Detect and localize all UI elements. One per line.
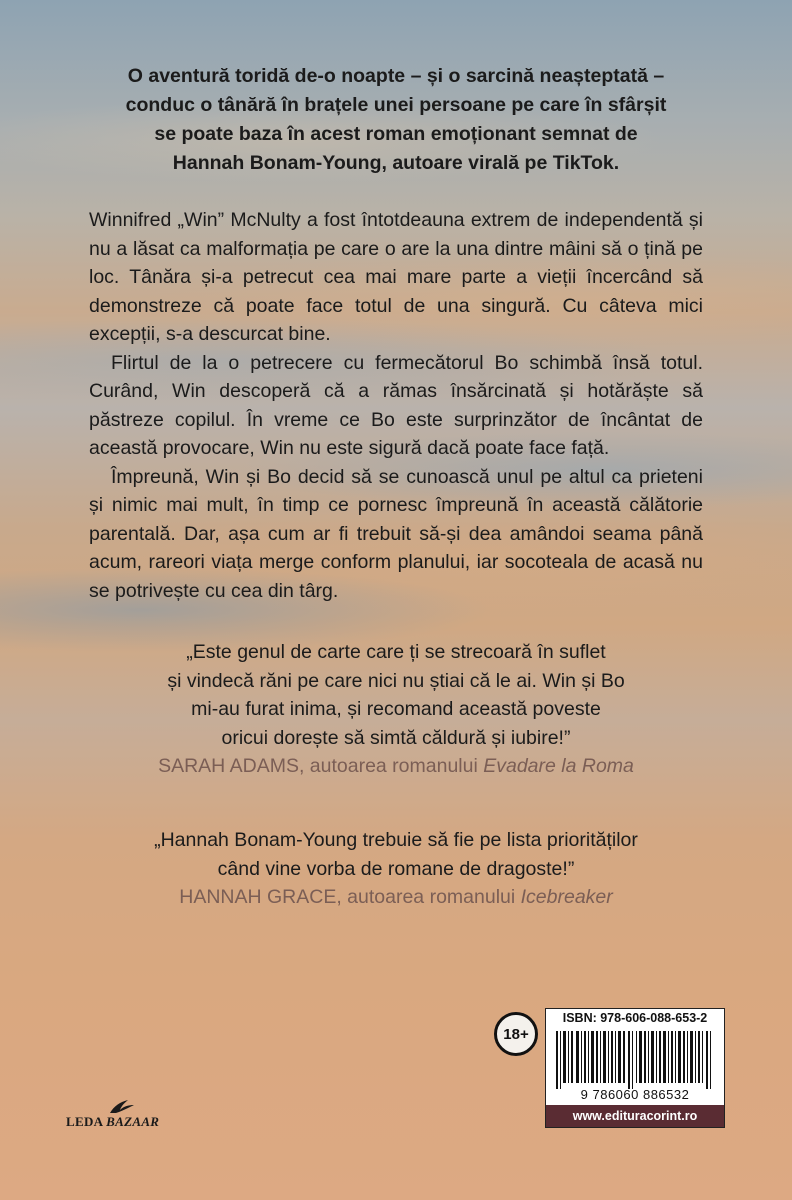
barcode-digits: 9 786060 886532: [580, 1087, 690, 1102]
synopsis-paragraph: Împreună, Win și Bo decid să se cunoască unul pe altul ca prieteni și nimic mai mult, în timp ce pornesc împreună în această călătorie parentală. Dar, așa cum ar fi trebuit să-și dea amândoi seama până acum, rareori viața merge conform planului, iar socoteala de acasă nu se potrivește cu cea din târg.: [89, 465, 703, 602]
lead-blurb: [70, 62, 722, 178]
quote-line: oricui dorește să simtă căldură și iubire!”: [221, 726, 571, 749]
publisher-website: www.edituracorint.ro: [546, 1105, 724, 1127]
quote-line: când vine vorba de romane de dragoste!”: [217, 857, 575, 880]
age-rating-badge: 18+: [494, 1012, 538, 1056]
attribution-author: HANNAH GRACE, autoarea romanului: [179, 886, 521, 908]
quote-line: și vindecă răni pe care nici nu știai că le ai. Win și Bo: [167, 669, 625, 692]
isbn-barcode-box: [545, 1008, 725, 1128]
quote-line: „Este genul de carte care ți se strecoară în suflet: [186, 641, 606, 663]
review-quote-1: [100, 638, 692, 781]
synopsis: [89, 206, 703, 605]
quote-line: „Hannah Bonam-Young trebuie să fie pe lista priorităților: [154, 829, 638, 851]
logo-leda: LEDA: [66, 1114, 103, 1129]
synopsis-paragraph: Flirtul de la o petrecere cu fermecătorul Bo schimbă însă totul. Curând, Win descoperă că a rămas însărcinată și hotărăște să păstreze copilul. În vreme ce Bo este surprinzător de încântat de această provocare, Win nu este sigură dacă poate face față.: [89, 351, 703, 459]
quote-line: mi-au furat inima, și recomand această poveste: [191, 698, 601, 720]
lead-line: conduc o tânără în brațele unei persoane pe care în sfârșit: [125, 94, 667, 116]
leda-bazaar-bird-icon: [66, 1100, 146, 1114]
barcode-icon: [552, 1031, 718, 1089]
lead-line: se poate baza în acest roman emoționant semnat de: [154, 123, 638, 145]
quote-attribution: [100, 752, 692, 781]
synopsis-paragraph: Winnifred „Win” McNulty a fost întotdeauna extrem de independentă și nu a lăsat ca malformația pe care o are la una dintre mâini să o țină pe loc. Tânăra și-a petrecut cea mai mare parte a vieții încercând să demonstreze că poate face totul de una singură. Cu câteva mici excepții, s-a descurcat bine.: [89, 209, 703, 345]
attribution-book: Evadare la Roma: [483, 755, 634, 777]
logo-bazaar: BAZAAR: [106, 1114, 160, 1129]
lead-line: Hannah Bonam-Young, autoare virală pe TikTok.: [172, 152, 620, 174]
publisher-logo: [66, 1114, 159, 1130]
lead-line: O aventură toridă de-o noapte – și o sarcină neașteptată –: [127, 65, 665, 87]
attribution-book: Icebreaker: [520, 886, 613, 908]
isbn-label: ISBN: 978-606-088-653-2: [562, 1011, 708, 1025]
attribution-author: SARAH ADAMS, autoarea romanului: [158, 755, 484, 777]
review-quote-2: [100, 826, 692, 912]
quote-attribution: [100, 883, 692, 912]
